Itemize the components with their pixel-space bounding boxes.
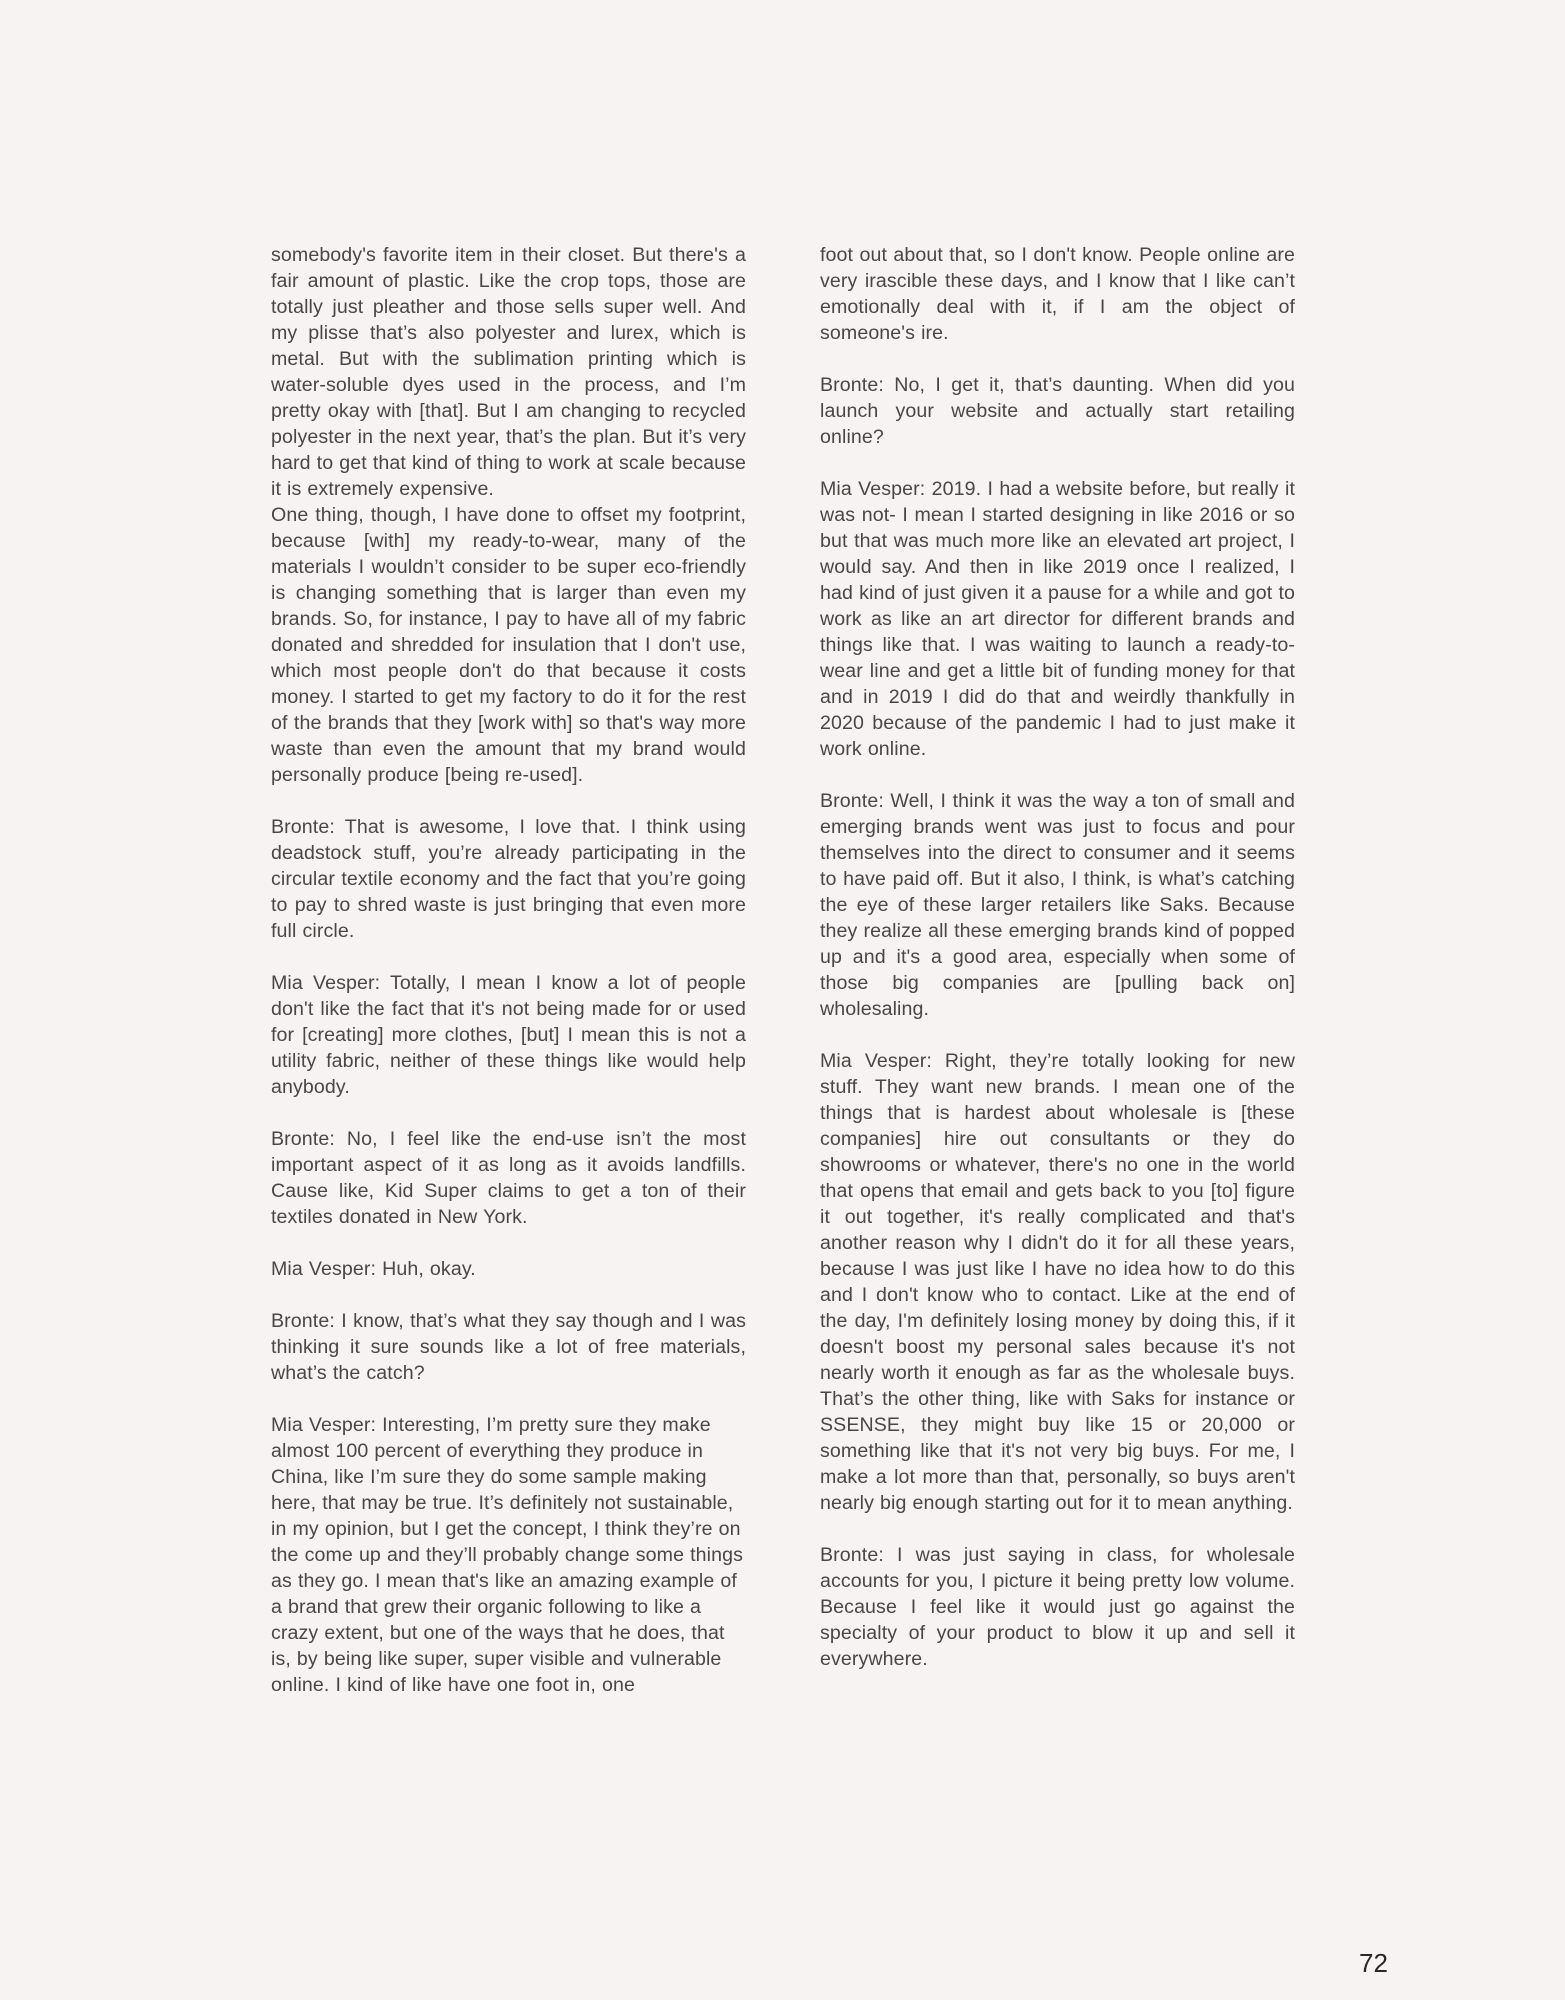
paragraph: Bronte: Well, I think it was the way a ton of small and emerging brands went was just to focus and pour themselves into the direct to consumer and it seems to have paid off. But it also, I think, is what’s catching the eye of these larger retailers like Saks. Because they realize all these emerging brands kind of popped up and it's a good area, especially when some of those big companies are [pulling back on] wholesaling.	[820, 790, 1295, 1020]
paragraph: Bronte: No, I get it, that’s daunting. When did you launch your website and actually start retailing online?	[820, 374, 1295, 448]
paragraph: Mia Vesper: 2019. I had a website before, but really it was not- I mean I started designing in like 2016 or so but that was much more like an elevated art project, I would say. And then in like 2019 once I realized, I had kind of just given it a pause for a while and got to work as like an art director for different brands and things like that. I was waiting to launch a ready-to-wear line and get a little bit of funding money for that and in 2019 I did do that and weirdly thankfully in 2020 because of the pandemic I had to just make it work online.	[820, 478, 1295, 760]
paragraph: Mia Vesper: Interesting, I’m pretty sure they make almost 100 percent of everything they produce in China, like I’m sure they do some sample making here, that may be true. It’s definitely not sustainable, in my opinion, but I get the concept, I think they’re on the come up and they’ll probably change some things as they go. I mean that's like an amazing example of a brand that grew their organic following to like a crazy extent, but one of the ways that he does, that is, by being like super, super visible and vulnerable online. I kind of like have one foot in, one	[271, 1414, 744, 1696]
right-text-column	[820, 242, 1295, 1698]
paragraph: Bronte: I was just saying in class, for wholesale accounts for you, I picture it being pretty low volume. Because I feel like it would just go against the specialty of your product to blow it up and sell it everywhere.	[820, 1544, 1295, 1670]
paragraph: Bronte: That is awesome, I love that. I think using deadstock stuff, you’re already participating in the circular textile economy and the fact that you’re going to pay to shred waste is just bringing that even more full circle.	[271, 816, 746, 942]
paragraph: somebody's favorite item in their closet. But there's a fair amount of plastic. Like the crop tops, those are totally just pleather and those sells super well. And my plisse that’s also polyester and lurex, which is metal. But with the sublimation printing which is water-soluble dyes used in the process, and I’m pretty okay with [that]. But I am changing to recycled polyester in the next year, that’s the plan. But it’s very hard to get that kind of thing to work at scale because it is extremely expensive.	[271, 244, 747, 500]
paragraph: Mia Vesper: Huh, okay.	[271, 1258, 476, 1280]
paragraph: Bronte: No, I feel like the end-use isn’t the most important aspect of it as long as it avoids landfills. Cause like, Kid Super claims to get a ton of their textiles donated in New York.	[271, 1128, 746, 1228]
page-number: 72	[1359, 1948, 1388, 1978]
paragraph: Mia Vesper: Right, they’re totally looking for new stuff. They want new brands. I mean one of the things that is hardest about wholesale is [these companies] hire out consultants or they do showrooms or whatever, there's no one in the world that opens that email and gets back to you [to] figure it out together, it's really complicated and that's another reason why I didn't do it for all these years, because I was just like I have no idea how to do this and I don't know who to contact. Like at the end of the day, I'm definitely losing money by doing this, if it doesn't boost my personal sales because it's not nearly worth it enough as far as the wholesale buys. That’s the other thing, like with Saks for instance or SSENSE, they might buy like 15 or 20,000 or something like that it's not very big buys. For me, I make a lot more than that, personally, so buys aren't nearly big enough starting out for it to mean anything.	[820, 1050, 1295, 1514]
paragraph: One thing, though, I have done to offset my footprint, because [with] my ready-to-wear, many of the materials I wouldn’t consider to be super eco-friendly is changing something that is larger than even my brands. So, for instance, I pay to have all of my fabric donated and shredded for insulation that I don't use, which most people don't do that because it costs money. I started to get my factory to do it for the rest of the brands that they [work with] so that's way more waste than even the amount that my brand would personally produce [being re-used].	[271, 504, 746, 786]
paragraph: Mia Vesper: Totally, I mean I know a lot of people don't like the fact that it's not being made for or used for [creating] more clothes, [but] I mean this is not a utility fabric, neither of these things like would help anybody.	[271, 972, 746, 1098]
paragraph: foot out about that, so I don't know. People online are very irascible these days, and I know that I like can’t emotionally deal with it, if I am the object of someone's ire.	[820, 244, 1295, 344]
paragraph: Bronte: I know, that’s what they say though and I was thinking it sure sounds like a lot of free materials, what’s the catch?	[271, 1310, 746, 1384]
left-text-column	[271, 242, 746, 1724]
